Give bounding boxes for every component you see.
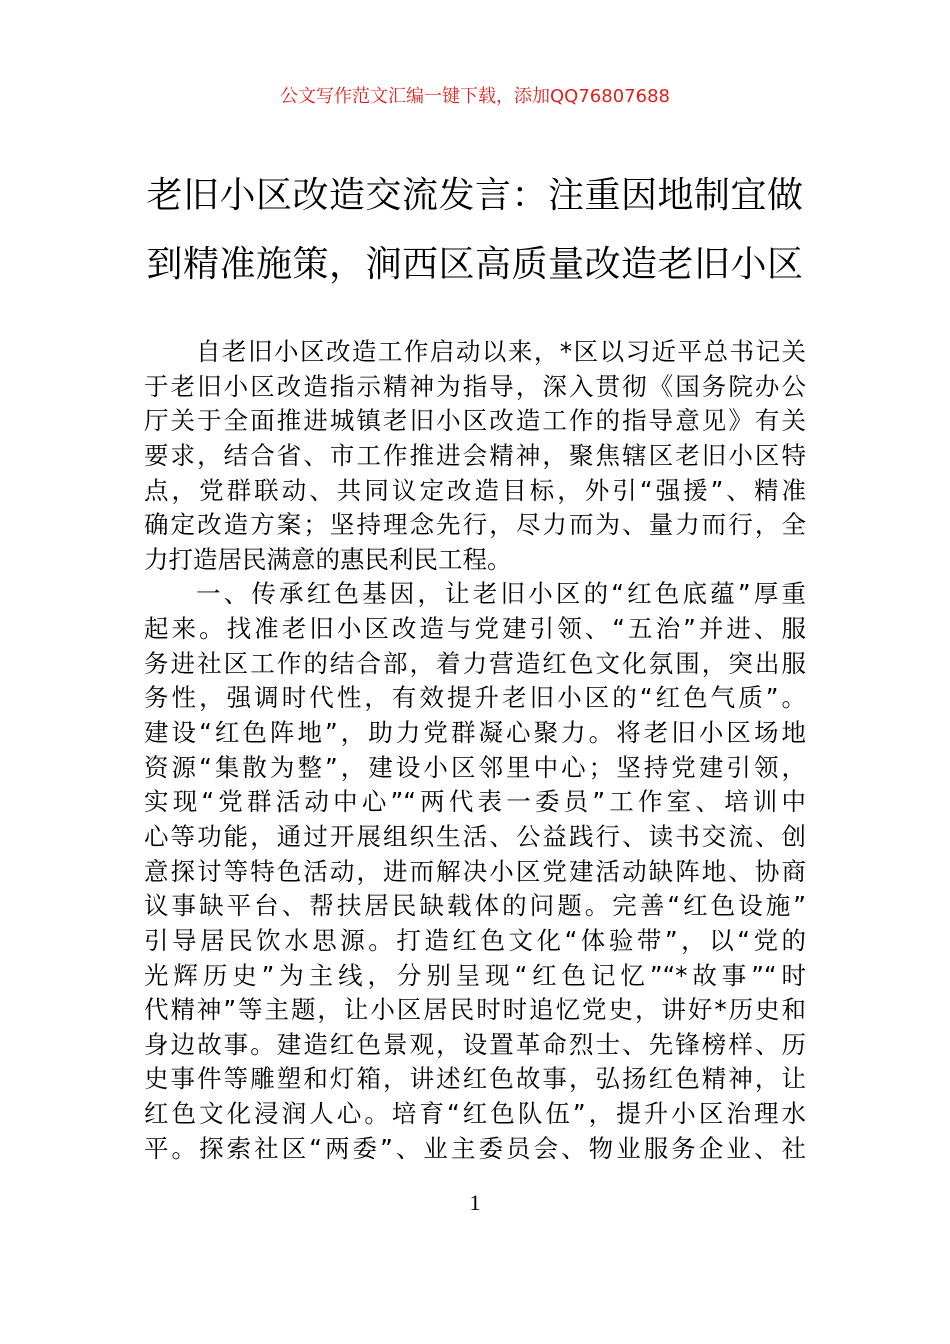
- body-text-line: 确定改造方案；坚持理念先行，尽力而为、量力而行，全: [144, 510, 806, 540]
- body-text-line: 意探讨等特色活动，进而解决小区党建活动缺阵地、协商: [144, 856, 806, 886]
- body-text-line: 资源“集散为整”，建设小区邻里中心；坚持党建引领，: [144, 752, 806, 782]
- body-text-line: 代精神”等主题，让小区居民时时追忆党史，讲好*历史和: [144, 995, 806, 1025]
- body-text-line: 建设“红色阵地”，助力党群凝心聚力。将老旧小区场地: [144, 718, 806, 748]
- body-text-line: 议事缺平台、帮扶居民缺载体的问题。完善“红色设施”: [144, 891, 806, 921]
- body-text-line: 一、传承红色基因，让老旧小区的“红色底蕴”厚重: [196, 579, 806, 609]
- body-text-line: 于老旧小区改造指示精神为指导，深入贯彻《国务院办公: [144, 371, 806, 401]
- body-text-line: 务性，强调时代性，有效提升老旧小区的“红色气质”。: [144, 683, 806, 713]
- body-text-line: 要求，结合省、市工作推进会精神，聚焦辖区老旧小区特: [144, 440, 806, 470]
- body-text-line: 史事件等雕塑和灯箱，讲述红色故事，弘扬红色精神，让: [144, 1064, 806, 1094]
- body-text-line: 自老旧小区改造工作启动以来，*区以习近平总书记关: [196, 337, 806, 366]
- body-text-line: 平。探索社区“两委”、业主委员会、物业服务企业、社: [144, 1133, 806, 1163]
- body-text-line: 实现“党群活动中心”“两代表一委员”工作室、培训中: [144, 787, 806, 817]
- body-text-line: 引导居民饮水思源。打造红色文化“体验带”，以“党的: [144, 925, 806, 955]
- body-text-line: 红色文化浸润人心。培育“红色队伍”，提升小区治理水: [144, 1099, 806, 1129]
- body-text-line: 务进社区工作的结合部，着力营造红色文化氛围，突出服: [144, 648, 806, 678]
- body-text-line: 身边故事。建造红色景观，设置革命烈士、先锋榜样、历: [144, 1029, 806, 1059]
- body-text-line: 点，党群联动、共同议定改造目标，外引“强援”、精准: [144, 475, 806, 505]
- document-title-line-1: 老旧小区改造交流发言：注重因地制宜做: [146, 175, 804, 216]
- document-body: [144, 335, 806, 1166]
- body-text-line: 厅关于全面推进城镇老旧小区改造工作的指导意见》有关: [144, 406, 806, 436]
- body-text-line: 心等功能，通过开展组织生活、公益践行、读书交流、创: [144, 821, 806, 851]
- download-banner: 公文写作范文汇编一键下载，添加QQ76807688: [280, 86, 670, 107]
- body-text-line: 光辉历史”为主线，分别呈现“红色记忆”“*故事”“时: [144, 960, 806, 990]
- body-text-line: 力打造居民满意的惠民利民工程。: [144, 544, 512, 574]
- page-number: 1: [469, 1190, 481, 1215]
- body-text-line: 起来。找准老旧小区改造与党建引领、“五治”并进、服: [144, 614, 806, 644]
- document-title-line-2: 到精准施策，涧西区高质量改造老旧小区: [146, 244, 804, 285]
